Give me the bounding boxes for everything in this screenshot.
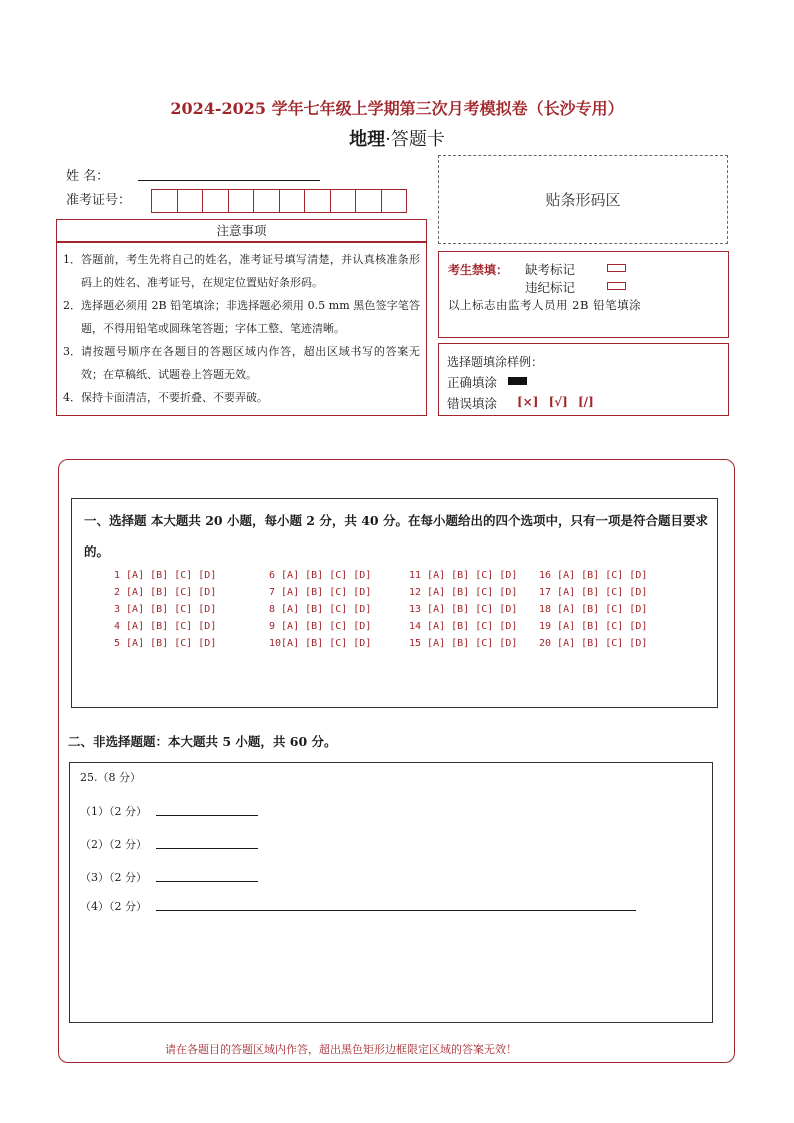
answer-line[interactable] <box>156 815 258 816</box>
card-type: ·答题卡 <box>385 129 445 150</box>
choice-row[interactable]: 7 [A] [B] [C] [D] <box>269 587 372 598</box>
id-digit-box[interactable] <box>279 189 306 213</box>
notice-item: 3． 请按题号顺序在各题目的答题区域内作答，超出区域书写的答案无效；在草稿纸、试题卷上答题无效。 <box>63 345 420 381</box>
notice-item: 1． 答题前，考生先将自己的姓名，准考证号填写清楚，并认真核准条形码上的姓名、准考证号，在规定位置贴好条形码。 <box>63 253 420 289</box>
exam-id-label: 准考证号： <box>66 193 132 208</box>
multiple-choice-section <box>71 498 718 708</box>
id-digit-box[interactable] <box>228 189 255 213</box>
name-field[interactable] <box>138 180 320 181</box>
notice-item: 2． 选择题必须用 2B 铅笔填涂；非选择题必须用 0.5 mm 黑色签字笔答题，不得用铅笔或圆珠笔答题；字体工整、笔迹清晰。 <box>63 299 420 335</box>
footer-warning: 请在各题目的答题区域内作答，超出黑色矩形边框限定区域的答案无效！ <box>165 1043 517 1056</box>
notice-list <box>56 242 427 416</box>
fill-example-box <box>438 343 729 416</box>
id-digit-box[interactable] <box>330 189 357 213</box>
subtitle <box>0 125 794 151</box>
choice-row[interactable]: 14 [A] [B] [C] [D] <box>409 621 518 632</box>
absent-mark-label: 缺考标记 <box>525 262 576 277</box>
question-25-box <box>69 762 713 1023</box>
choice-row[interactable]: 18 [A] [B] [C] [D] <box>539 604 648 615</box>
name-label: 姓 名： <box>66 169 110 184</box>
correct-fill-label: 正确填涂 <box>447 375 498 390</box>
choice-row[interactable]: 15 [A] [B] [C] [D] <box>409 638 518 649</box>
question-25-head: 25.（8 分） <box>80 771 141 784</box>
sub-question-label: （2）（2 分） <box>80 838 147 851</box>
exam-title: 2024-2025 学年七年级上学期第三次月考模拟卷（长沙专用） <box>170 99 624 118</box>
barcode-area <box>438 155 728 244</box>
notice-title: 注意事项 <box>56 219 427 242</box>
choice-row[interactable]: 3 [A] [B] [C] [D] <box>114 604 217 615</box>
choice-row[interactable]: 2 [A] [B] [C] [D] <box>114 587 217 598</box>
choice-row[interactable]: 19 [A] [B] [C] [D] <box>539 621 648 632</box>
exam-id-boxes[interactable] <box>151 189 406 213</box>
wrong-fill-label: 错误填涂 <box>447 396 498 411</box>
violation-mark-box[interactable] <box>607 282 626 290</box>
choice-row[interactable]: 8 [A] [B] [C] [D] <box>269 604 372 615</box>
correct-fill-mark <box>508 377 527 385</box>
violation-mark-label: 违纪标记 <box>525 280 576 295</box>
choice-row[interactable]: 12 [A] [B] [C] [D] <box>409 587 518 598</box>
choice-row[interactable]: 1 [A] [B] [C] [D] <box>114 570 217 581</box>
examiner-note: 以上标志由监考人员用 2B 铅笔填涂 <box>448 298 642 312</box>
absent-mark-box[interactable] <box>607 264 626 272</box>
answer-line[interactable] <box>156 910 636 911</box>
subject-name: 地理 <box>349 129 386 150</box>
sub-question-label: （1）（2 分） <box>80 805 147 818</box>
non-choice-title: 二、非选择题题：本大题共 5 小题，共 60 分。 <box>68 734 337 749</box>
choice-row[interactable]: 13 [A] [B] [C] [D] <box>409 604 518 615</box>
choice-row[interactable]: 9 [A] [B] [C] [D] <box>269 621 372 632</box>
choice-row[interactable]: 11 [A] [B] [C] [D] <box>409 570 518 581</box>
wrong-fill-marks: [×] [√] [/] <box>517 395 594 409</box>
sub-question-label: （3）（2 分） <box>80 871 147 884</box>
answer-line[interactable] <box>156 848 258 849</box>
id-digit-box[interactable] <box>253 189 280 213</box>
notice-item: 4． 保持卡面清洁，不要折叠、不要弄破。 <box>63 391 268 404</box>
choice-row[interactable]: 4 [A] [B] [C] [D] <box>114 621 217 632</box>
multiple-choice-instruction: 一、选择题 本大题共 20 小题，每小题 2 分，共 40 分。在每小题给出的四个选项中，只有一项是符合题目要求的。 <box>84 513 708 559</box>
examiner-only-box <box>438 251 729 338</box>
choice-row[interactable]: 6 [A] [B] [C] [D] <box>269 570 372 581</box>
id-digit-box[interactable] <box>177 189 204 213</box>
id-digit-box[interactable] <box>304 189 331 213</box>
id-digit-box[interactable] <box>151 189 178 213</box>
choice-row[interactable]: 17 [A] [B] [C] [D] <box>539 587 648 598</box>
examiner-only-label: 考生禁填： <box>448 263 509 277</box>
choice-row[interactable]: 5 [A] [B] [C] [D] <box>114 638 217 649</box>
choice-row[interactable]: 16 [A] [B] [C] [D] <box>539 570 648 581</box>
choice-row[interactable]: 20 [A] [B] [C] [D] <box>539 638 648 649</box>
id-digit-box[interactable] <box>381 189 408 213</box>
fill-example-title: 选择题填涂样例： <box>447 355 544 369</box>
id-digit-box[interactable] <box>202 189 229 213</box>
id-digit-box[interactable] <box>355 189 382 213</box>
sub-question-label: （4）（2 分） <box>80 900 147 913</box>
barcode-label: 贴条形码区 <box>545 191 621 209</box>
answer-line[interactable] <box>156 881 258 882</box>
choice-row[interactable]: 10[A] [B] [C] [D] <box>269 638 372 649</box>
